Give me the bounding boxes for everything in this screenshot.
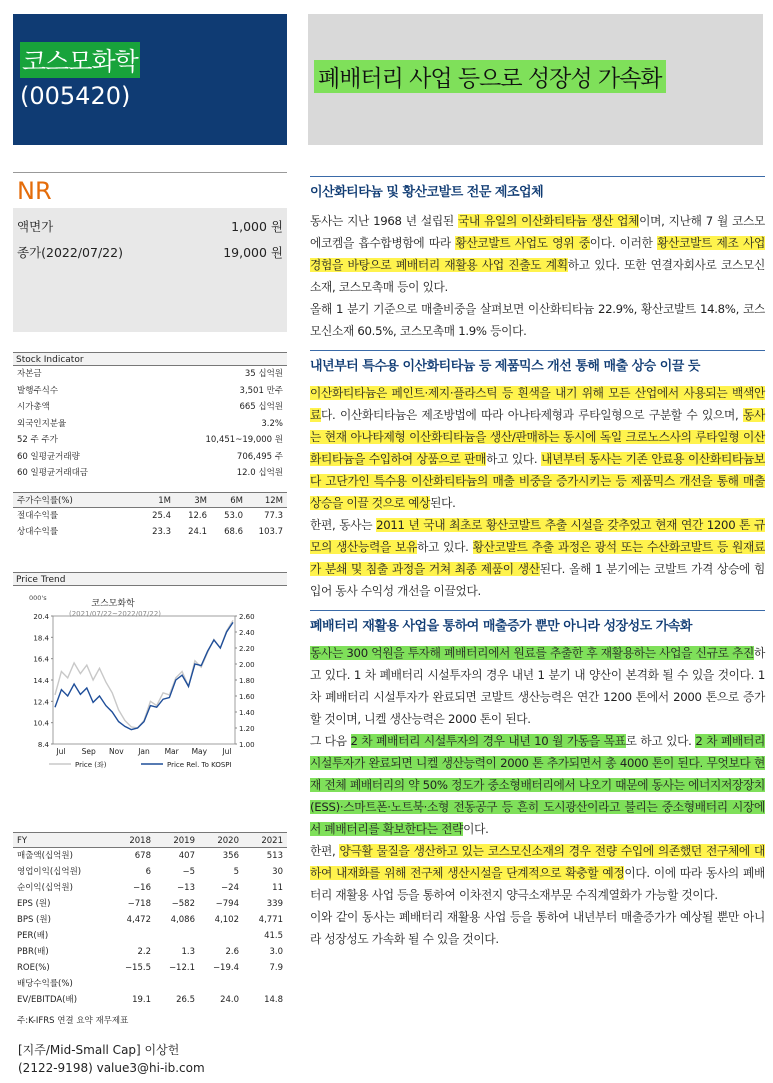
financials-row: [13, 976, 287, 992]
financials-cell: 4,472: [126, 914, 151, 925]
section-title-2: 내년부터 특수용 이산화티타늄 등 제품믹스 개선 통해 매출 상승 이끌 듯: [310, 350, 765, 378]
financials-cell: −16: [133, 882, 151, 893]
financials-header: [13, 832, 287, 848]
performance-cell: 12.6: [188, 510, 207, 521]
performance-cell: 53.0: [224, 510, 243, 521]
company-code: (005420): [20, 82, 131, 110]
y-left-tick: 12.4: [33, 697, 49, 706]
financials-cell: 30: [272, 866, 283, 877]
financials-cell: 7.9: [269, 962, 283, 973]
financials-cell: −718: [127, 898, 151, 909]
financials-cell: 26.5: [176, 994, 195, 1005]
financials-cell: 2.6: [225, 946, 239, 957]
stock-indicator-row: [13, 432, 287, 449]
stock-indicator-row: [13, 465, 287, 482]
stock-indicator-row: [13, 449, 287, 466]
x-tick: Jul: [56, 746, 66, 756]
indicator-value: 3.2%: [261, 418, 283, 429]
financials-row: [13, 944, 287, 960]
x-tick: Mar: [164, 746, 179, 756]
section-2-paragraph-1: [310, 382, 765, 514]
rating: NR: [13, 172, 287, 208]
series-line-1: [55, 622, 233, 729]
indicator-value: 665 십억원: [239, 402, 283, 412]
text-segment: 이다.: [463, 822, 489, 836]
financials-cell: 4,771: [258, 914, 283, 925]
section-1-paragraph-2: [310, 298, 765, 342]
y-right-tick: 1.00: [239, 740, 255, 749]
financials-cell: BPS (원): [17, 914, 51, 925]
financials-row: [13, 992, 287, 1008]
financials-cell: 5: [233, 866, 239, 877]
financials-cell: 4,102: [214, 914, 239, 925]
indicator-value: 12.0 십억원: [236, 468, 283, 478]
financials-row: [13, 848, 287, 864]
text-segment: 2 차 폐배터리 시설투자가 완료되면 니켈 생산능력이 2000 톤 추가되면서 총 4000 톤이 된다. 무엇보다 현재 전체 폐배터리의 약 50% 정도가 중소형배터리에서 나오기 때문에 동사는 에너지저장장치(ESS)·스마트폰·노트북·소형 전동공구 등 흔히 도시광산이라고 불리는 중소형배터리 시장에서 폐배터리를 확보한다는 전략: [310, 734, 765, 836]
price-info-label: 종가(2022/07/22): [17, 245, 123, 260]
left-column: [13, 172, 287, 1032]
y-right-tick: 2.20: [239, 644, 255, 653]
performance-cell: 68.6: [224, 526, 243, 537]
financials-cell: 영업이익(십억원): [17, 866, 82, 877]
financials-table: [13, 832, 287, 1008]
financials-cell: 매출액(십억원): [17, 850, 73, 861]
financials-cell: [239, 976, 283, 992]
financials-cell: 1.3: [181, 946, 195, 957]
chart-title: 코스모화학: [91, 598, 135, 609]
price-info-box: [13, 208, 287, 332]
price-chart-svg: [13, 586, 287, 796]
section-2-paragraph-2: [310, 514, 765, 602]
financials-cell: ROE(%): [17, 962, 50, 973]
financials-row: [13, 864, 287, 880]
text-segment: 그 다음: [310, 734, 351, 748]
indicator-label: 자본금: [17, 369, 42, 379]
financials-cell: −582: [171, 898, 195, 909]
text-segment: 이와 같이 동사는 폐배터리 재활용 사업 등을 통하여 내년부터 매출증가가 예상될 뿐만 아니라 성장성도 가속화 될 수 있을 것이다.: [310, 910, 765, 946]
company-name: 코스모화학: [20, 42, 140, 78]
price-info-value: 1,000 원: [231, 219, 283, 234]
financials-header-cell: 2020: [217, 835, 239, 846]
price-info-row: [13, 214, 287, 240]
text-segment: 동사는 지난 1968 년 설립된: [310, 214, 458, 228]
text-segment: 올해 1 분기 기준으로 매출비중을 살펴보면 이산화티타늄 22.9%, 황산코발트 14.8%, 코스모신소재 60.5%, 코스모촉매 1.9% 등이다.: [310, 302, 765, 338]
financials-header-cell: 2018: [129, 835, 151, 846]
financials-cell: −19.4: [212, 962, 239, 973]
analyst-info: [18, 1041, 205, 1077]
text-segment: 이산화티타늄은 페인트·제지·플라스틱 등 흰색을 내기 위해 모든 산업에서 사용되는 백색안료: [310, 386, 765, 422]
chart-unit-label: 000's: [29, 593, 47, 602]
price-info-label: 액면가: [17, 219, 54, 234]
performance-header: [13, 492, 287, 508]
section-3-paragraph-2: [310, 730, 765, 840]
performance-cell: 절대수익률: [17, 510, 59, 521]
stock-indicator-row: [13, 416, 287, 433]
right-column: [310, 176, 765, 950]
financials-row: [13, 912, 287, 928]
financials-cell: [107, 976, 151, 992]
financials-cell: −5: [182, 866, 195, 877]
financials-cell: 678: [134, 850, 151, 861]
performance-cell: 103.7: [258, 526, 283, 537]
financials-cell: 4,086: [170, 914, 195, 925]
financials-cell: 3.0: [269, 946, 283, 957]
performance-cell: 상대수익률: [17, 526, 59, 537]
stock-indicator-row: [13, 366, 287, 383]
text-segment: 다. 이산화티타늄은 제조방법에 따라 아나타제형과 루타일형으로 구분할 수 있으며,: [321, 408, 744, 422]
financials-cell: 11: [272, 882, 283, 893]
plot-area: [53, 616, 235, 744]
text-segment: 동사는 현재 아나타제형 이산화티타늄을 생산/판매하는 동시에 독일 크로노스사의 루타일형 이산화티타늄을 수입하여 상품으로 판매: [310, 408, 765, 466]
financials-cell: 2.2: [137, 946, 151, 957]
y-left-tick: 14.4: [33, 676, 49, 685]
section-title-3: 폐배터리 재활용 사업을 통하여 매출증가 뿐만 아니라 성장성도 가속화: [310, 610, 765, 638]
performance-header-cell: 주가수익률(%): [17, 495, 73, 506]
performance-table: [13, 492, 287, 540]
financials-cell: [195, 976, 239, 992]
financials-cell: [151, 928, 195, 944]
financials-cell: 6: [145, 866, 151, 877]
y-right-tick: 2.00: [239, 660, 255, 669]
text-segment: 양극활 물질을 생산하고 있는 코스모신소재의 경우 전량 수입에 의존했던 전구체에 대하여 내재화를 위해 전구체 생산시설을 단계적으로 확충할 예정: [310, 844, 765, 880]
legend-label-relative: Price Rel. To KOSPI: [167, 760, 232, 769]
financials-cell: −15.5: [124, 962, 151, 973]
x-tick: Sep: [81, 746, 96, 756]
financials-cell: PER(배): [17, 930, 49, 941]
indicator-value: 10,451~19,000 원: [205, 435, 283, 445]
y-right-tick: 2.60: [239, 612, 255, 621]
text-segment: 한편, 동사는: [310, 518, 377, 532]
financials-header-cell: 2021: [261, 835, 283, 846]
x-tick: Nov: [109, 746, 124, 756]
text-segment: 국내 유일의 이산화티타늄 생산 업체: [457, 214, 640, 228]
text-segment: 2 차 폐배터리 시설투자의 경우 내년 10 월 가동을 목표: [350, 734, 626, 748]
financials-row: [13, 896, 287, 912]
financials-cell: 356: [222, 850, 239, 861]
financials-cell: −12.1: [168, 962, 195, 973]
financials-cell: −24: [221, 882, 239, 893]
y-left-tick: 8.4: [37, 740, 49, 749]
financials-cell: 407: [178, 850, 195, 861]
financials-cell: 339: [266, 898, 283, 909]
financials-cell: 24.0: [220, 994, 239, 1005]
x-tick: Jan: [138, 746, 150, 756]
stock-indicator-title: Stock Indicator: [13, 352, 287, 366]
text-segment: 하고 있다.: [417, 540, 473, 554]
financials-row: [13, 880, 287, 896]
section-3-paragraph-4: [310, 906, 765, 950]
y-right-tick: 2.40: [239, 628, 255, 637]
price-info-row: [13, 240, 287, 266]
y-left-tick: 20.4: [33, 612, 49, 621]
financials-cell: PBR(배): [17, 946, 49, 957]
x-tick: May: [191, 746, 208, 756]
price-trend-title: Price Trend: [13, 572, 287, 586]
performance-cell: 23.3: [152, 526, 171, 537]
indicator-label: 발행주식수: [17, 385, 59, 396]
indicator-label: 외국인지분율: [17, 418, 67, 429]
financials-header-cell: 2019: [173, 835, 195, 846]
financials-cell: −13: [177, 882, 195, 893]
y-right-tick: 1.40: [239, 708, 255, 717]
financials-cell: EV/EBITDA(배): [17, 994, 78, 1005]
x-tick: Jul: [222, 746, 232, 756]
financials-cell: [195, 928, 239, 944]
indicator-label: 60 일평균거래대금: [17, 468, 88, 478]
y-left-tick: 18.4: [33, 633, 49, 642]
financials-cell: −794: [215, 898, 239, 909]
text-segment: 황산코발트 사업도 영위 중: [455, 236, 590, 250]
indicator-value: 35 십억원: [244, 369, 283, 379]
indicator-label: 52 주 주가: [17, 435, 58, 445]
indicator-value: 3,501 만주: [239, 385, 283, 396]
text-segment: 2011 년 국내 최초로 황산코발트 추출 시설을 갖추었고 현재 연간 1200 톤 규모의 생산능력을 보유: [310, 518, 765, 554]
analyst-line-1: [지주/Mid-Small Cap] 이상헌: [18, 1043, 180, 1057]
financials-cell: [107, 928, 151, 944]
performance-cell: 77.3: [264, 510, 283, 521]
price-chart: [13, 586, 287, 796]
company-header-box: [13, 14, 287, 145]
performance-row: [13, 524, 287, 540]
text-segment: 이다. 이러한: [589, 236, 658, 250]
performance-cell: 25.4: [152, 510, 171, 521]
stock-indicator-row: [13, 383, 287, 400]
financials-note: 주:K-IFRS 연결 요약 재무제표: [17, 1015, 129, 1026]
series-line-0: [55, 620, 233, 728]
financials-cell: 513: [266, 850, 283, 861]
text-segment: 황산코발트 추출 과정은 광석 또는 수산화코발트 등 원재료가 분쇄 및 침출 과정을 거쳐 최종 제품이 생산: [310, 540, 765, 576]
financials-cell: 순이익(십억원): [17, 882, 73, 893]
text-segment: 이며, 지난해 7 월 코스모에코켐을 흡수합병함에 따라: [310, 214, 766, 250]
performance-header-cell: 12M: [264, 495, 283, 506]
text-segment: 이다. 이에 따라 동사의 폐배터리 재활용 사업 등을 통하여 이차전지 양극소재부문 수직계열화가 가능할 것이다.: [310, 866, 765, 902]
financials-row: [13, 928, 287, 944]
financials-cell: 41.5: [264, 930, 283, 941]
performance-row: [13, 508, 287, 524]
chart-subtitle: (2021/07/22~2022/07/22): [68, 609, 162, 618]
analyst-line-2: (2122-9198) value3@hi-ib.com: [18, 1061, 205, 1075]
price-info-value: 19,000 원: [223, 245, 283, 260]
y-right-tick: 1.20: [239, 724, 255, 733]
text-segment: 하고 있다. 1 차 폐배터리 시설투자의 경우 내년 1 분기 내 양산이 본격화 될 수 있을 것이다. 1 차 폐배터리 시설투자가 완료되면 코발트 생산능력은 연간 1200 톤에서 2000 톤으로 증가할 것이며, 니켈 생산능력은 2000 톤이 된다.: [310, 646, 765, 726]
indicator-label: 시가총액: [17, 402, 50, 412]
financials-cell: 배당수익률(%): [17, 978, 73, 989]
financials-row: [13, 960, 287, 976]
section-3-paragraph-3: [310, 840, 765, 906]
stock-indicator-table: [13, 366, 287, 482]
financials-header-cell: FY: [17, 835, 28, 846]
text-segment: 로 하고 있다.: [625, 734, 696, 748]
section-3-paragraph-1: [310, 642, 765, 730]
financials-cell: 19.1: [132, 994, 151, 1005]
financials-cell: [151, 976, 195, 992]
financials-cell: 14.8: [264, 994, 283, 1005]
indicator-value: 706,495 주: [236, 451, 283, 462]
headline: 폐배터리 사업 등으로 성장성 가속화: [314, 60, 666, 93]
financials-cell: EPS (원): [17, 898, 51, 909]
text-segment: 황산코발트 제조 사업 경험을 바탕으로 폐배터리 재활용 사업 진출도 계획: [310, 236, 765, 272]
y-right-tick: 1.60: [239, 692, 255, 701]
y-left-tick: 10.4: [33, 719, 49, 728]
text-segment: 된다.: [430, 496, 456, 510]
y-left-tick: 16.4: [33, 655, 49, 664]
performance-header-cell: 6M: [230, 495, 243, 506]
section-title-1: 이산화티타늄 및 황산코발트 전문 제조업체: [310, 176, 765, 204]
text-segment: 한편,: [310, 844, 340, 858]
performance-header-cell: 3M: [194, 495, 207, 506]
text-segment: 하고 있다.: [486, 452, 542, 466]
stock-indicator-row: [13, 399, 287, 416]
text-segment: 내년부터 동사는 기존 안료용 이산화티타늄보다 고단가인 특수용 이산화티타늄의 매출 비중을 증가시키는 등 제품믹스 개선을 통해 매출 상승을 이끌 것으로 예상: [310, 452, 765, 510]
performance-cell: 24.1: [188, 526, 207, 537]
y-right-tick: 1.80: [239, 676, 255, 685]
text-segment: 동사는 300 억원을 투자해 폐배터리에서 원료를 추출한 후 재활용하는 사업을 신규로 추진: [310, 646, 754, 660]
section-1-paragraph-1: [310, 210, 765, 298]
text-segment: 하고 있다. 또한 연결자회사로 코스모신소재, 코스모촉매 등이 있다.: [310, 258, 765, 294]
text-segment: 된다. 올해 1 분기에는 코발트 가격 상승에 힘입어 동사 수익성 개선을 이끌었다.: [310, 562, 765, 598]
indicator-label: 60 일평균거래량: [17, 451, 80, 462]
legend-label-price: Price (좌): [75, 760, 107, 769]
performance-header-cell: 1M: [158, 495, 171, 506]
